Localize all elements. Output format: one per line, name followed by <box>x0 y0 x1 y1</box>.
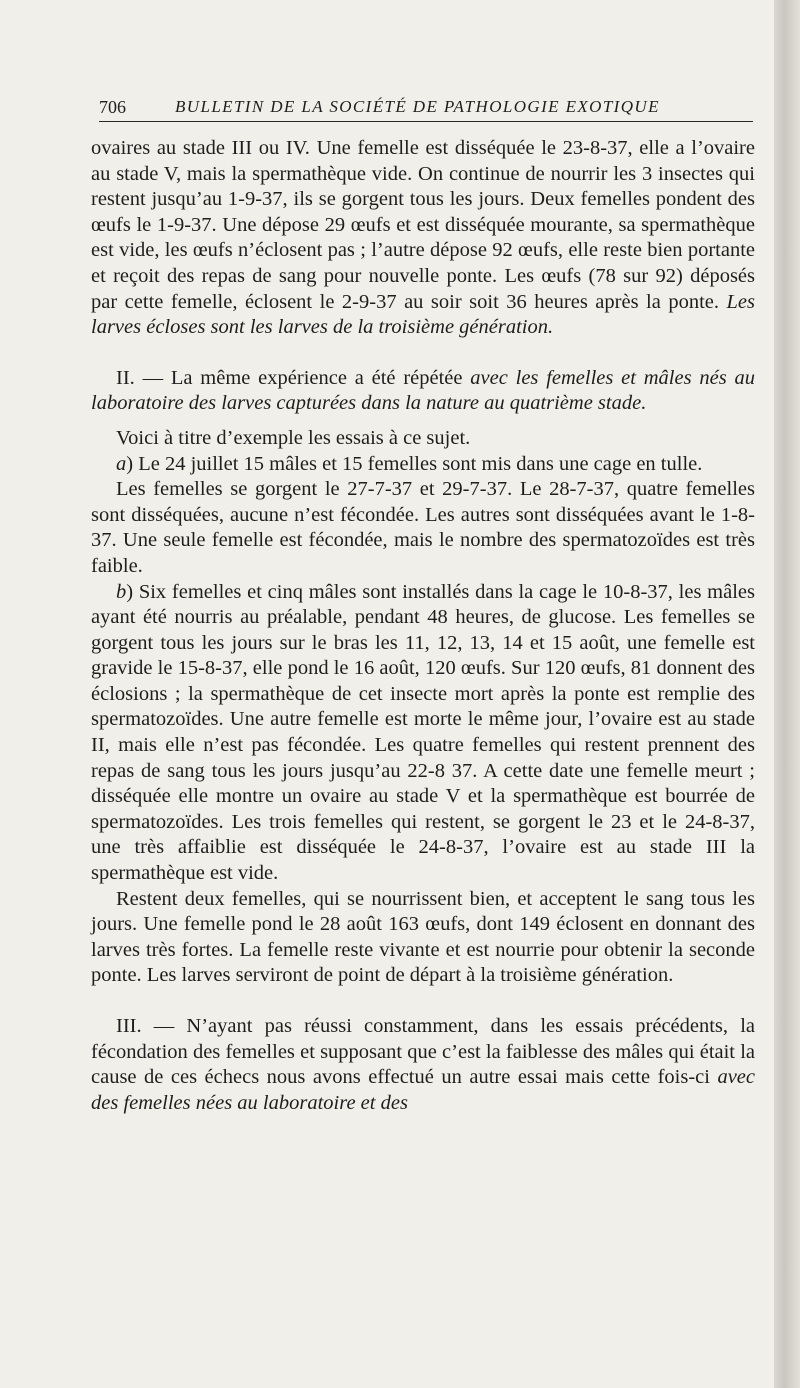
paragraph-essai-a <box>91 452 755 478</box>
running-title: BULLETIN DE LA SOCIÉTÉ DE PATHOLOGIE EXOTIQUE <box>175 97 660 116</box>
paragraph-femelles-gorgent <box>91 477 755 579</box>
running-header <box>99 95 753 122</box>
italic-run: avec des femelles nées au laboratoire et des <box>91 1066 755 1114</box>
text-run: ) Le 24 juillet 15 mâles et 15 femelles sont mis dans une cage en tulle. <box>126 452 703 475</box>
text-run: Les femelles se gorgent le 27-7-37 et 29-7-37. Le 28-7-37, quatre femelles sont disséquées, aucune n’est fécondée. Les autres sont disséquées avant le 1-8-37. Une seule femelle est fécondée, mais le nombre des spermatozoïdes est très faible. <box>91 478 755 577</box>
text-run: Restent deux femelles, qui se nourrissent bien, et acceptent le sang tous les jours. Une femelle pond le 28 août 163 œufs, dont 149 éclosent en donnant des larves très fortes. La femelle reste vivante et est nourrie pour obtenir la seconde ponte. Les larves serviront de point de départ à la troisième génération. <box>91 887 755 987</box>
text-run: Voici à titre d’exemple les essais à ce sujet. <box>116 426 471 449</box>
paragraph-ovaires <box>91 136 755 341</box>
page-number: 706 <box>99 97 126 117</box>
paragraph-voici <box>91 426 755 452</box>
paragraph-experience-III <box>91 1014 755 1116</box>
paragraph-restent <box>91 887 755 989</box>
paragraph-essai-b <box>91 580 755 887</box>
text-run: III. — N’ayant pas réussi constamment, dans les essais précédents, la fécondation des femelles et supposant que c’est la faiblesse des mâles qui était la cause de ces échecs nous avons effectué un autre essai mais cette fois-ci <box>91 1015 755 1089</box>
italic-run: a <box>116 452 127 475</box>
paragraph-experience-II <box>91 366 755 417</box>
italic-run: Les larves écloses sont les larves de la troisième génération. <box>91 290 755 339</box>
text-run: ) Six femelles et cinq mâles sont installés dans la cage le 10-8-37, les mâles ayant été nourris au préalable, pendant 48 heures, de glucose. Les femelles se gorgent tous les jours sur le bras les 11, 12, 13, 14 et 15 août, une femelle est gravide le 15-8-37, elle pond le 16 août, 120 œufs. Sur 120 œufs, 81 donnent des éclosions ; la spermathèque de cet insecte mort après la ponte est remplie des spermatozoïdes. Une autre femelle est morte le même jour, l’ovaire est au stade II, mais elle n’est pas fécondée. Les quatre femelles qui restent prennent des repas de sang tous les jours jusqu’au 22-8 37. A cette date une femelle meurt ; disséquée elle montre un ovaire au stade V et la spermathèque est bourrée de spermatozoïdes. Les trois femelles qui restent, se gorgent le 23 et le 24-8-37, une très affaiblie est disséquée le 24-8-37, l’ovaire est au stade III la spermathèque est vide. <box>91 580 755 885</box>
italic-run: b <box>116 580 127 603</box>
text-run: II. — La même expérience a été répétée <box>116 366 471 389</box>
article-body <box>91 136 755 1116</box>
page-edge-shadow <box>774 0 800 1388</box>
italic-run: avec les femelles et mâles nés au laboratoire des larves capturées dans la nature au quatrième stade. <box>91 366 755 415</box>
text-run: ovaires au stade III ou IV. Une femelle est disséquée le 23-8-37, elle a l’ovaire au stade V, mais la spermathèque vide. On continue de nourrir les 3 insectes qui restent jusqu’au 1-9-37, ils se gorgent tous les jours. Deux femelles pondent des œufs le 1-9-37. Une dépose 29 œufs et est disséquée mourante, sa spermathèque est vide, les œufs n’éclosent pas ; l’autre dépose 92 œufs, elle reste bien portante et reçoit des repas de sang pour nouvelle ponte. Les œufs (78 sur 92) déposés par cette femelle, éclosent le 2-9-37 au soir soit 36 heures après la ponte. <box>91 137 755 313</box>
